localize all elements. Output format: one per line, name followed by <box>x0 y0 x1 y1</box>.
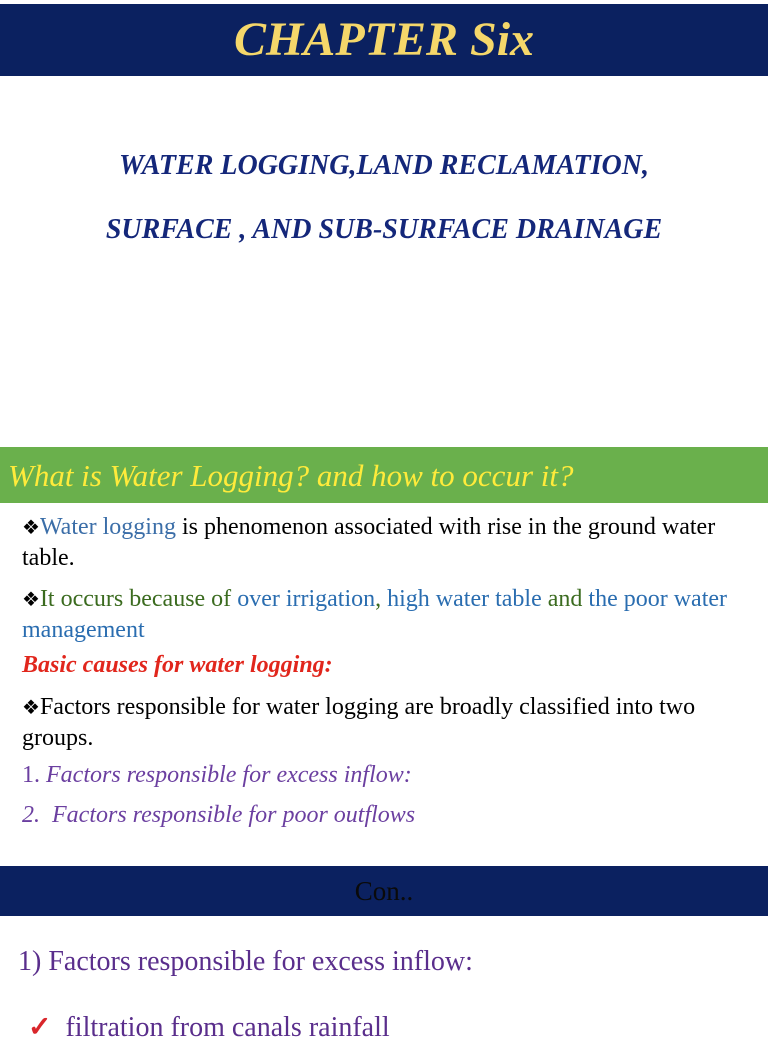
numbered-item-1-num: 1. <box>22 762 40 788</box>
chapter-title: CHAPTER Six <box>233 13 535 66</box>
chapter-subtitle-line1: WATER LOGGING,LAND RECLAMATION, <box>118 150 649 181</box>
chapter-subtitle-line2: SURFACE , AND SUB-SURFACE DRAINAGE <box>105 214 663 245</box>
factors-groups-text: Factors responsible for water logging are broadly classified into two groups. <box>22 694 696 751</box>
section-heading: What is Water Logging? and how to occur it? <box>8 457 574 493</box>
cause-high-water-table: high water table <box>387 586 542 612</box>
excess-inflow-item <box>18 946 473 978</box>
numbered-item-2-num: 2. <box>22 802 40 828</box>
partial-check-item <box>28 1010 390 1044</box>
excess-inflow-text: Factors responsible for excess inflow: <box>48 946 473 977</box>
occurs-prefix: It occurs because of <box>39 586 238 612</box>
cause-and: and <box>541 586 589 612</box>
basic-causes-heading: Basic causes for water logging: <box>22 652 333 678</box>
numbered-item-2-text: Factors responsible for poor outflows <box>52 802 416 828</box>
bullet-water-logging-definition <box>22 512 752 574</box>
term-initial: W <box>39 514 61 540</box>
bullet-factors-groups <box>22 692 762 754</box>
continued-header-bar <box>0 866 768 916</box>
cause-poor-water-management: the poor water management <box>22 586 728 643</box>
diamond-bullet-icon: ❖ <box>22 515 40 539</box>
cause-over-irrigation: over irrigation <box>237 586 376 612</box>
numbered-item-2 <box>22 802 415 829</box>
section-heading-bar <box>0 447 768 503</box>
continued-header: Con.. <box>354 875 414 906</box>
numbered-item-1-text: Factors responsible for excess inflow: <box>46 762 412 788</box>
definition-text: is phenomenon associated with rise in the ground water table. <box>22 514 716 571</box>
chapter-title-bar <box>0 4 768 76</box>
partial-check-text: filtration from canals rainfall <box>65 1012 390 1043</box>
cause-separator: , <box>375 586 388 612</box>
numbered-item-1 <box>22 762 412 789</box>
check-icon: ✓ <box>28 1012 52 1043</box>
bullet-occurrence-causes <box>22 584 762 646</box>
diamond-bullet-icon: ❖ <box>22 587 40 611</box>
term-water-logging: ater logging <box>60 514 176 540</box>
diamond-bullet-icon: ❖ <box>22 695 40 719</box>
excess-inflow-num: 1) <box>18 946 42 977</box>
